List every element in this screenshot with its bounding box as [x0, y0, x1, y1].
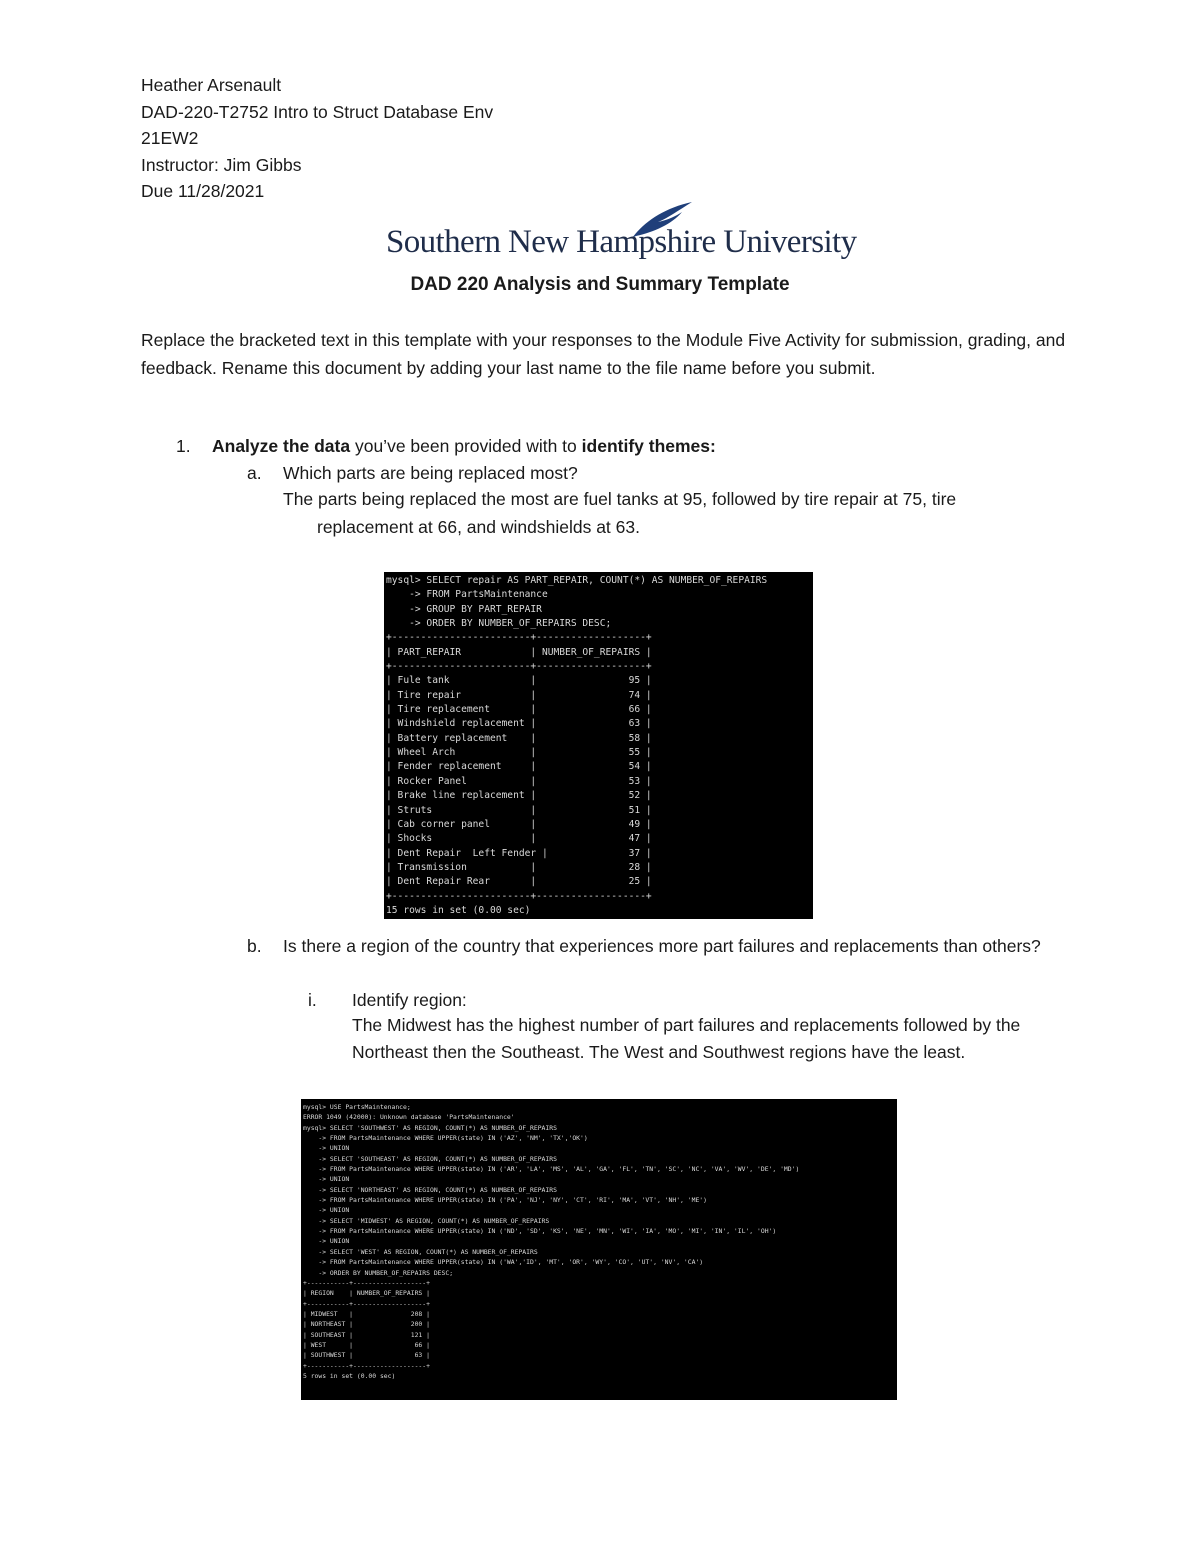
- author-name: Heather Arsenault: [141, 75, 282, 95]
- question-1-bold-1: Analyze the data: [212, 436, 351, 456]
- subquestion-b-label: b.: [247, 936, 262, 956]
- question-1-bold-2: identify themes:: [581, 436, 716, 456]
- terminal-output-regions: mysql> USE PartsMaintenance; ERROR 1049 (42000): Unknown database 'PartsMaintenance' mysql> SELECT 'SOUTHWEST' AS REGION, COUNT(*) AS NUMBER_OF_REPAIRS -> FROM PartsMaintenance WHERE UPPER(state) IN ('AZ', 'NM', 'TX','OK') -> UNION -> SELECT 'SOUTHEAST' AS REGION, COUNT(*) AS NUMBER_OF_REPAIRS -> FROM PartsMaintenance WHERE UPPER(state) IN ('AR', 'LA', 'MS', 'AL', 'GA', 'FL', 'TN', 'SC', 'NC', 'VA', 'WV', 'DE', 'MD') -> UNION -> SELECT 'NORTHEAST' AS REGION, COUNT(*) AS NUMBER_OF_REPAIRS -> FROM PartsMaintenance WHERE UPPER(state) IN ('PA', 'NJ', 'NY', 'CT', 'RI', 'MA', 'VT', 'NH', 'ME') -> UNION -> SELECT 'MIDWEST' AS REGION, COUNT(*) AS NUMBER_OF_REPAIRS -> FROM PartsMaintenance WHERE UPPER(state) IN ('ND', 'SD', 'KS', 'NE', 'MN', 'WI', 'IA', 'MO', 'MI', 'IN', 'IL', 'OH') -> UNION -> SELECT 'WEST' AS REGION, COUNT(*) AS NUMBER_OF_REPAIRS -> FROM PartsMaintenance WHERE UPPER(state) IN ('WA','ID', 'MT', 'OR', 'WY', 'CO', 'UT', 'NV', 'CA') -> ORDER BY NUMBER_OF_REPAIRS DESC; +-----------+-------------------+ | REGION | NUMBER_OF_REPAIRS | +-----------+-------------------+ | MIDWEST | 208 | | NORTHEAST | 200 | | SOUTHEAST | 121 | | WEST | 66 | | SOUTHWEST | 63 | +-----------+-------------------+ 5 rows in set (0.00 sec): [303, 1103, 800, 1380]
- subquestion-b-text: Is there a region of the country that experiences more part failures and replacements than others?: [283, 936, 1041, 956]
- answer-a-line-2: replacement at 66, and windshields at 63.: [317, 516, 640, 537]
- question-number: 1.: [176, 436, 191, 456]
- course-name: DAD-220-T2752 Intro to Struct Database Env: [141, 101, 494, 122]
- answer-a-line-1: The parts being replaced the most are fuel tanks at 95, followed by tire repair at 75, tire: [283, 489, 957, 509]
- question-1-text: [212, 433, 716, 460]
- header-block: [141, 72, 493, 205]
- document-title: DAD 220 Analysis and Summary Template: [410, 274, 790, 295]
- subquestion-a-text: Which parts are being replaced most?: [283, 463, 578, 483]
- subquestion-i-text: Identify region:: [352, 990, 467, 1010]
- university-logo: [386, 200, 857, 270]
- intro-paragraph: Replace the bracketed text in this template with your responses to the Module Five Activity for submission, grading, and feedback. Rename this document by adding your last name to the file name before you submit.: [141, 330, 1066, 378]
- answer-a: [283, 486, 1083, 541]
- terminal-screenshot-regions: [301, 1099, 897, 1400]
- terminal-screenshot-parts: [384, 572, 813, 919]
- terminal-output-parts: mysql> SELECT repair AS PART_REPAIR, COUNT(*) AS NUMBER_OF_REPAIRS -> FROM PartsMaintenance -> GROUP BY PART_REPAIR -> ORDER BY NUMBER_OF_REPAIRS DESC; +------------------------+-------------------+ | PART_REPAIR | NUMBER_OF_REPAIRS | +------------------------+-------------------+ | Fule tank | 95 | | Tire repair | 74 | | Tire replacement | 66 | | Windshield replacement | 63 | | Battery replacement | 58 | | Wheel Arch | 55 | | Fender replacement | 54 | | Rocker Panel | 53 | | Brake line replacement | 52 | | Struts | 51 | | Cab corner panel | 49 | | Shocks | 47 | | Dent Repair Left Fender | 37 | | Transmission | 28 | | Dent Repair Rear | 25 | +------------------------+-------------------+ 15 rows in set (0.00 sec): [386, 575, 768, 916]
- logo-wordmark: Southern New Hampshire University: [386, 224, 857, 260]
- answer-region: The Midwest has the highest number of part failures and replacements followed by the Northeast then the Southeast. The West and Southwest regions have the least.: [352, 1015, 1021, 1062]
- subquestion-a-label: a.: [247, 463, 262, 483]
- term-code: 21EW2: [141, 128, 199, 148]
- question-1-plain: you’ve been provided with to: [350, 436, 582, 456]
- subquestion-i-label: i.: [308, 990, 317, 1010]
- due-date: Due 11/28/2021: [141, 181, 265, 201]
- instructor-name: Instructor: Jim Gibbs: [141, 154, 302, 175]
